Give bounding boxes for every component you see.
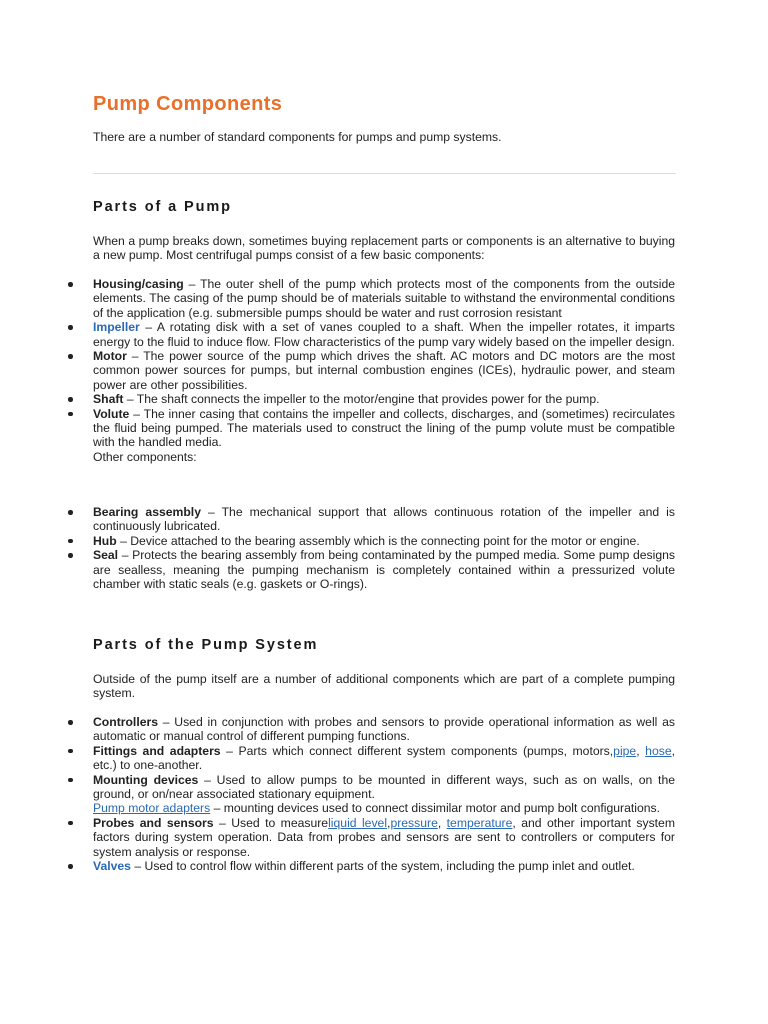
intro-text: There are a number of standard components for pumps and pump systems. bbox=[93, 130, 502, 144]
list-item-hub bbox=[93, 534, 675, 548]
bullet-icon bbox=[68, 553, 73, 558]
term-controllers: Controllers bbox=[93, 715, 159, 729]
term-probes: Probes and sensors bbox=[93, 815, 214, 830]
desc-impeller: – A rotating disk with a set of vanes coupled to a shaft. When the impeller rotates, it imparts energy to the fluid to induce flow. Flow characteristics of the pump vary widely based on the impeller design. bbox=[93, 320, 675, 349]
list-item-volute bbox=[93, 407, 675, 465]
sep-comma-space: , bbox=[437, 815, 447, 830]
bullet-icon bbox=[68, 510, 73, 515]
link-temperature[interactable]: temperature bbox=[446, 815, 513, 830]
bullet-icon bbox=[68, 821, 73, 826]
desc-controllers: – Used in conjunction with probes and sensors to provide operational information as well as automatic or manual control of different pumping functions. bbox=[93, 715, 675, 744]
link-pump-motor-adapters[interactable]: Pump motor adapters bbox=[93, 801, 211, 816]
list-item-controllers bbox=[93, 715, 675, 744]
bullet-icon bbox=[68, 720, 73, 725]
desc-housing: – The outer shell of the pump which protects most of the components from the outside elements. The casing of the pump should be of materials suitable to withstand the environmental conditions of the application (e.g. submersible pumps should be water and rust corrosion resistant bbox=[93, 277, 675, 320]
link-pipe[interactable]: pipe bbox=[613, 743, 637, 758]
desc-probes-a: – Used to measure bbox=[213, 815, 329, 830]
desc-motor: – The power source of the pump which drives the shaft. AC motors and DC motors are the most common power sources for pumps, but internal combustion engines (ICEs), hydraulic power, and steam power are other possibilities. bbox=[93, 349, 675, 392]
list-item-mounting bbox=[93, 773, 675, 816]
desc-mounting: – Used to allow pumps to be mounted in different ways, such as on walls, on the ground, or on/near associated stationary equipment. bbox=[93, 772, 675, 802]
desc-hub: – Device attached to the bearing assembly which is the connecting point for the motor or engine. bbox=[116, 533, 640, 548]
desc-probes-b: , and other important system factors during system operation. Data from probes and sensors are sent to controllers or computers for system analysis or response. bbox=[93, 815, 675, 859]
pump-system-list bbox=[93, 715, 675, 873]
list-item-fittings bbox=[93, 744, 675, 773]
term-seal: Seal bbox=[93, 548, 119, 563]
term-motor: Motor bbox=[93, 349, 127, 364]
list-item-housing bbox=[93, 277, 675, 320]
other-components-label: Other components: bbox=[93, 449, 197, 464]
link-pressure[interactable]: pressure bbox=[390, 815, 438, 830]
term-mounting: Mounting devices bbox=[93, 772, 199, 787]
list-item-motor bbox=[93, 349, 675, 392]
term-housing: Housing/casing bbox=[93, 277, 184, 291]
link-hose[interactable]: hose bbox=[645, 743, 672, 758]
desc-pump-motor-adapters: – mounting devices used to connect dissimilar motor and pump bolt configurations. bbox=[210, 801, 661, 816]
desc-seal: – Protects the bearing assembly from being contaminated by the pumped media. Some pump designs are sealless, meaning the pumping mechanism is completely contained within a pressurized volute chamber with static seals (e.g. gaskets or O-rings). bbox=[93, 548, 675, 592]
bullet-icon bbox=[68, 282, 73, 287]
desc-shaft: – The shaft connects the impeller to the motor/engine that provides power for the pump. bbox=[123, 392, 600, 407]
bullet-icon bbox=[68, 749, 73, 754]
desc-volute: – The inner casing that contains the impeller and collects, discharges, and (sometimes) recirculates the fluid being pumped. The materials used to construct the lining of the pump volute must be compatible with the handled media. bbox=[93, 406, 675, 450]
list-item-shaft bbox=[93, 392, 675, 406]
list-item-bearing bbox=[93, 505, 675, 534]
list-item-valves bbox=[93, 859, 675, 873]
bullet-icon bbox=[68, 325, 73, 330]
term-fittings: Fittings and adapters bbox=[93, 743, 221, 758]
desc-fittings-c: , etc.) to one-another. bbox=[93, 743, 675, 773]
page-title: Pump Components bbox=[93, 93, 283, 115]
term-volute: Volute bbox=[93, 406, 130, 421]
desc-fittings-a: – Parts which connect different system components (pumps, motors, bbox=[220, 743, 614, 758]
section2-paragraph: Outside of the pump itself are a number of additional components which are part of a complete pumping system. bbox=[93, 672, 675, 701]
link-liquid-level[interactable]: liquid level bbox=[328, 815, 388, 830]
desc-valves: – Used to control flow within different parts of the system, including the pump inlet and outlet. bbox=[130, 859, 635, 874]
sep-comma: , bbox=[387, 815, 391, 830]
section-divider bbox=[93, 173, 676, 174]
other-components-list bbox=[93, 505, 675, 591]
desc-bearing: – The mechanical support that allows continuous rotation of the impeller and is continuously lubricated. bbox=[93, 505, 675, 534]
term-bearing: Bearing assembly bbox=[93, 505, 201, 519]
bullet-icon bbox=[68, 412, 73, 417]
bullet-icon bbox=[68, 539, 73, 544]
desc-fittings-b: , bbox=[636, 743, 646, 758]
term-impeller-link[interactable]: Impeller bbox=[93, 320, 140, 335]
list-item-impeller bbox=[93, 320, 675, 349]
section-heading-pump-system: Parts of the Pump System bbox=[93, 637, 319, 653]
list-item-seal bbox=[93, 548, 675, 591]
section1-paragraph: When a pump breaks down, sometimes buying replacement parts or components is an alternative to buying a new pump. Most centrifugal pumps consist of a few basic components: bbox=[93, 234, 675, 263]
mounting-sub-note bbox=[93, 801, 675, 815]
section-heading-parts-of-pump: Parts of a Pump bbox=[93, 199, 232, 215]
term-hub: Hub bbox=[93, 533, 117, 548]
bullet-icon bbox=[68, 864, 73, 869]
list-item-probes bbox=[93, 816, 675, 859]
term-shaft: Shaft bbox=[93, 392, 124, 407]
bullet-icon bbox=[68, 397, 73, 402]
term-valves-link[interactable]: Valves bbox=[93, 859, 131, 874]
bullet-icon bbox=[68, 778, 73, 783]
pump-parts-list bbox=[93, 277, 675, 464]
bullet-icon bbox=[68, 354, 73, 359]
